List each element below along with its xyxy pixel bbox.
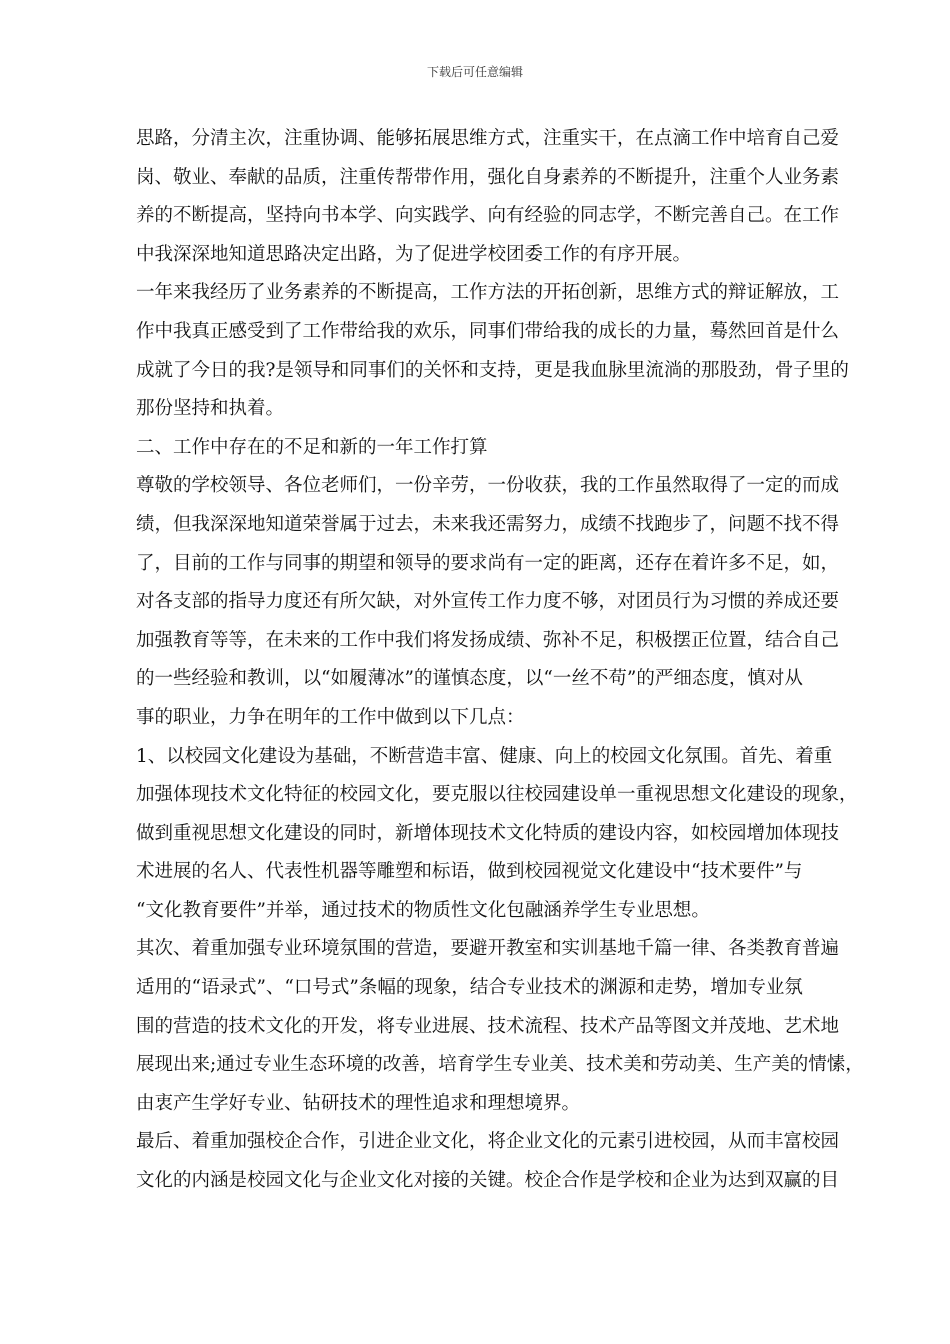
- text-line: 展现出来;通过专业生态环境的改善，培育学生专业美、技术美和劳动美、生产美的情愫，: [136, 1054, 864, 1076]
- text-line: 的一些经验和教训，以“如履薄冰”的谨慎态度，以“一丝不苟”的严细态度，慎对从: [136, 668, 803, 690]
- text-line: 围的营造的技术文化的开发，将专业进展、技术流程、技术产品等图文并茂地、艺术地: [136, 1015, 840, 1037]
- document-body: [136, 120, 896, 1201]
- text-line: 那份坚持和执着。: [136, 398, 285, 420]
- text-line: 加强体现技术文化特征的校园文化，要克服以往校园建设单一重视思想文化建设的现象，: [136, 784, 858, 806]
- text-line: 养的不断提高，坚持向书本学、向实践学、向有经验的同志学，不断完善自己。在工作: [136, 205, 840, 227]
- text-line: 尊敬的学校领导、各位老师们，一份辛劳，一份收获，我的工作虽然取得了一定的而成: [136, 475, 840, 497]
- text-line: 事的职业，力争在明年的工作中做到以下几点：: [136, 706, 525, 728]
- text-line: 绩，但我深深地知道荣誉属于过去，未来我还需努力，成绩不找跑步了，问题不找不得: [136, 513, 840, 535]
- page-header-note: 下载后可任意编辑: [426, 65, 523, 79]
- text-line: 加强教育等等，在未来的工作中我们将发扬成绩、弥补不足，积极摆正位置，结合自己: [136, 629, 840, 651]
- text-line: “文化教育要件”并举，通过技术的物质性文化包融涵养学生专业思想。: [136, 899, 710, 921]
- text-line: 文化的内涵是校园文化与企业文化对接的关键。校企合作是学校和企业为达到双赢的目: [136, 1170, 840, 1192]
- text-line: 岗、敬业、奉献的品质，注重传帮带作用，强化自身素养的不断提升，注重个人业务素: [136, 166, 840, 188]
- section-heading: 二、工作中存在的不足和新的一年工作打算: [136, 436, 488, 458]
- text-line: 由衷产生学好专业、钻研技术的理性追求和理想境界。: [136, 1092, 581, 1114]
- text-line: 术进展的名人、代表性机器等雕塑和标语，做到校园视觉文化建设中“技术要件”与: [136, 861, 803, 883]
- text-line: 最后、着重加强校企合作，引进企业文化，将企业文化的元素引进校园，从而丰富校园: [136, 1131, 840, 1153]
- text-line: 思路，分清主次，注重协调、能够拓展思维方式，注重实干，在点滴工作中培育自己爱: [136, 128, 840, 149]
- text-line: 中我深深地知道思路决定出路，为了促进学校团委工作的有序开展。: [136, 243, 692, 265]
- text-line: 做到重视思想文化建设的同时，新增体现技术文化特质的建设内容，如校园增加体现技: [136, 822, 840, 844]
- text-line: 了，目前的工作与同事的期望和领导的要求尚有一定的距离，还存在着许多不足，如，: [136, 552, 840, 574]
- text-line: 作中我真正感受到了工作带给我的欢乐，同事们带给我的成长的力量，蓦然回首是什么: [136, 320, 840, 342]
- text-line: 成就了今日的我?是领导和同事们的关怀和支持，更是我血脉里流淌的那股劲，骨子里的: [136, 359, 849, 381]
- text-line: 适用的“语录式”、“口号式”条幅的现象，结合专业技术的渊源和走势，增加专业氛: [136, 977, 803, 999]
- text-line: 对各支部的指导力度还有所欠缺，对外宣传工作力度不够，对团员行为习惯的养成还要: [136, 591, 840, 613]
- list-item-line: 1、以校园文化建设为基础，不断营造丰富、健康、向上的校园文化氛围。首先、着重: [136, 745, 833, 767]
- text-line: 一年来我经历了业务素养的不断提高，工作方法的开拓创新，思维方式的辩证解放，工: [136, 282, 840, 304]
- text-line: 其次、着重加强专业环境氛围的营造，要避开教室和实训基地千篇一律、各类教育普遍: [136, 938, 840, 960]
